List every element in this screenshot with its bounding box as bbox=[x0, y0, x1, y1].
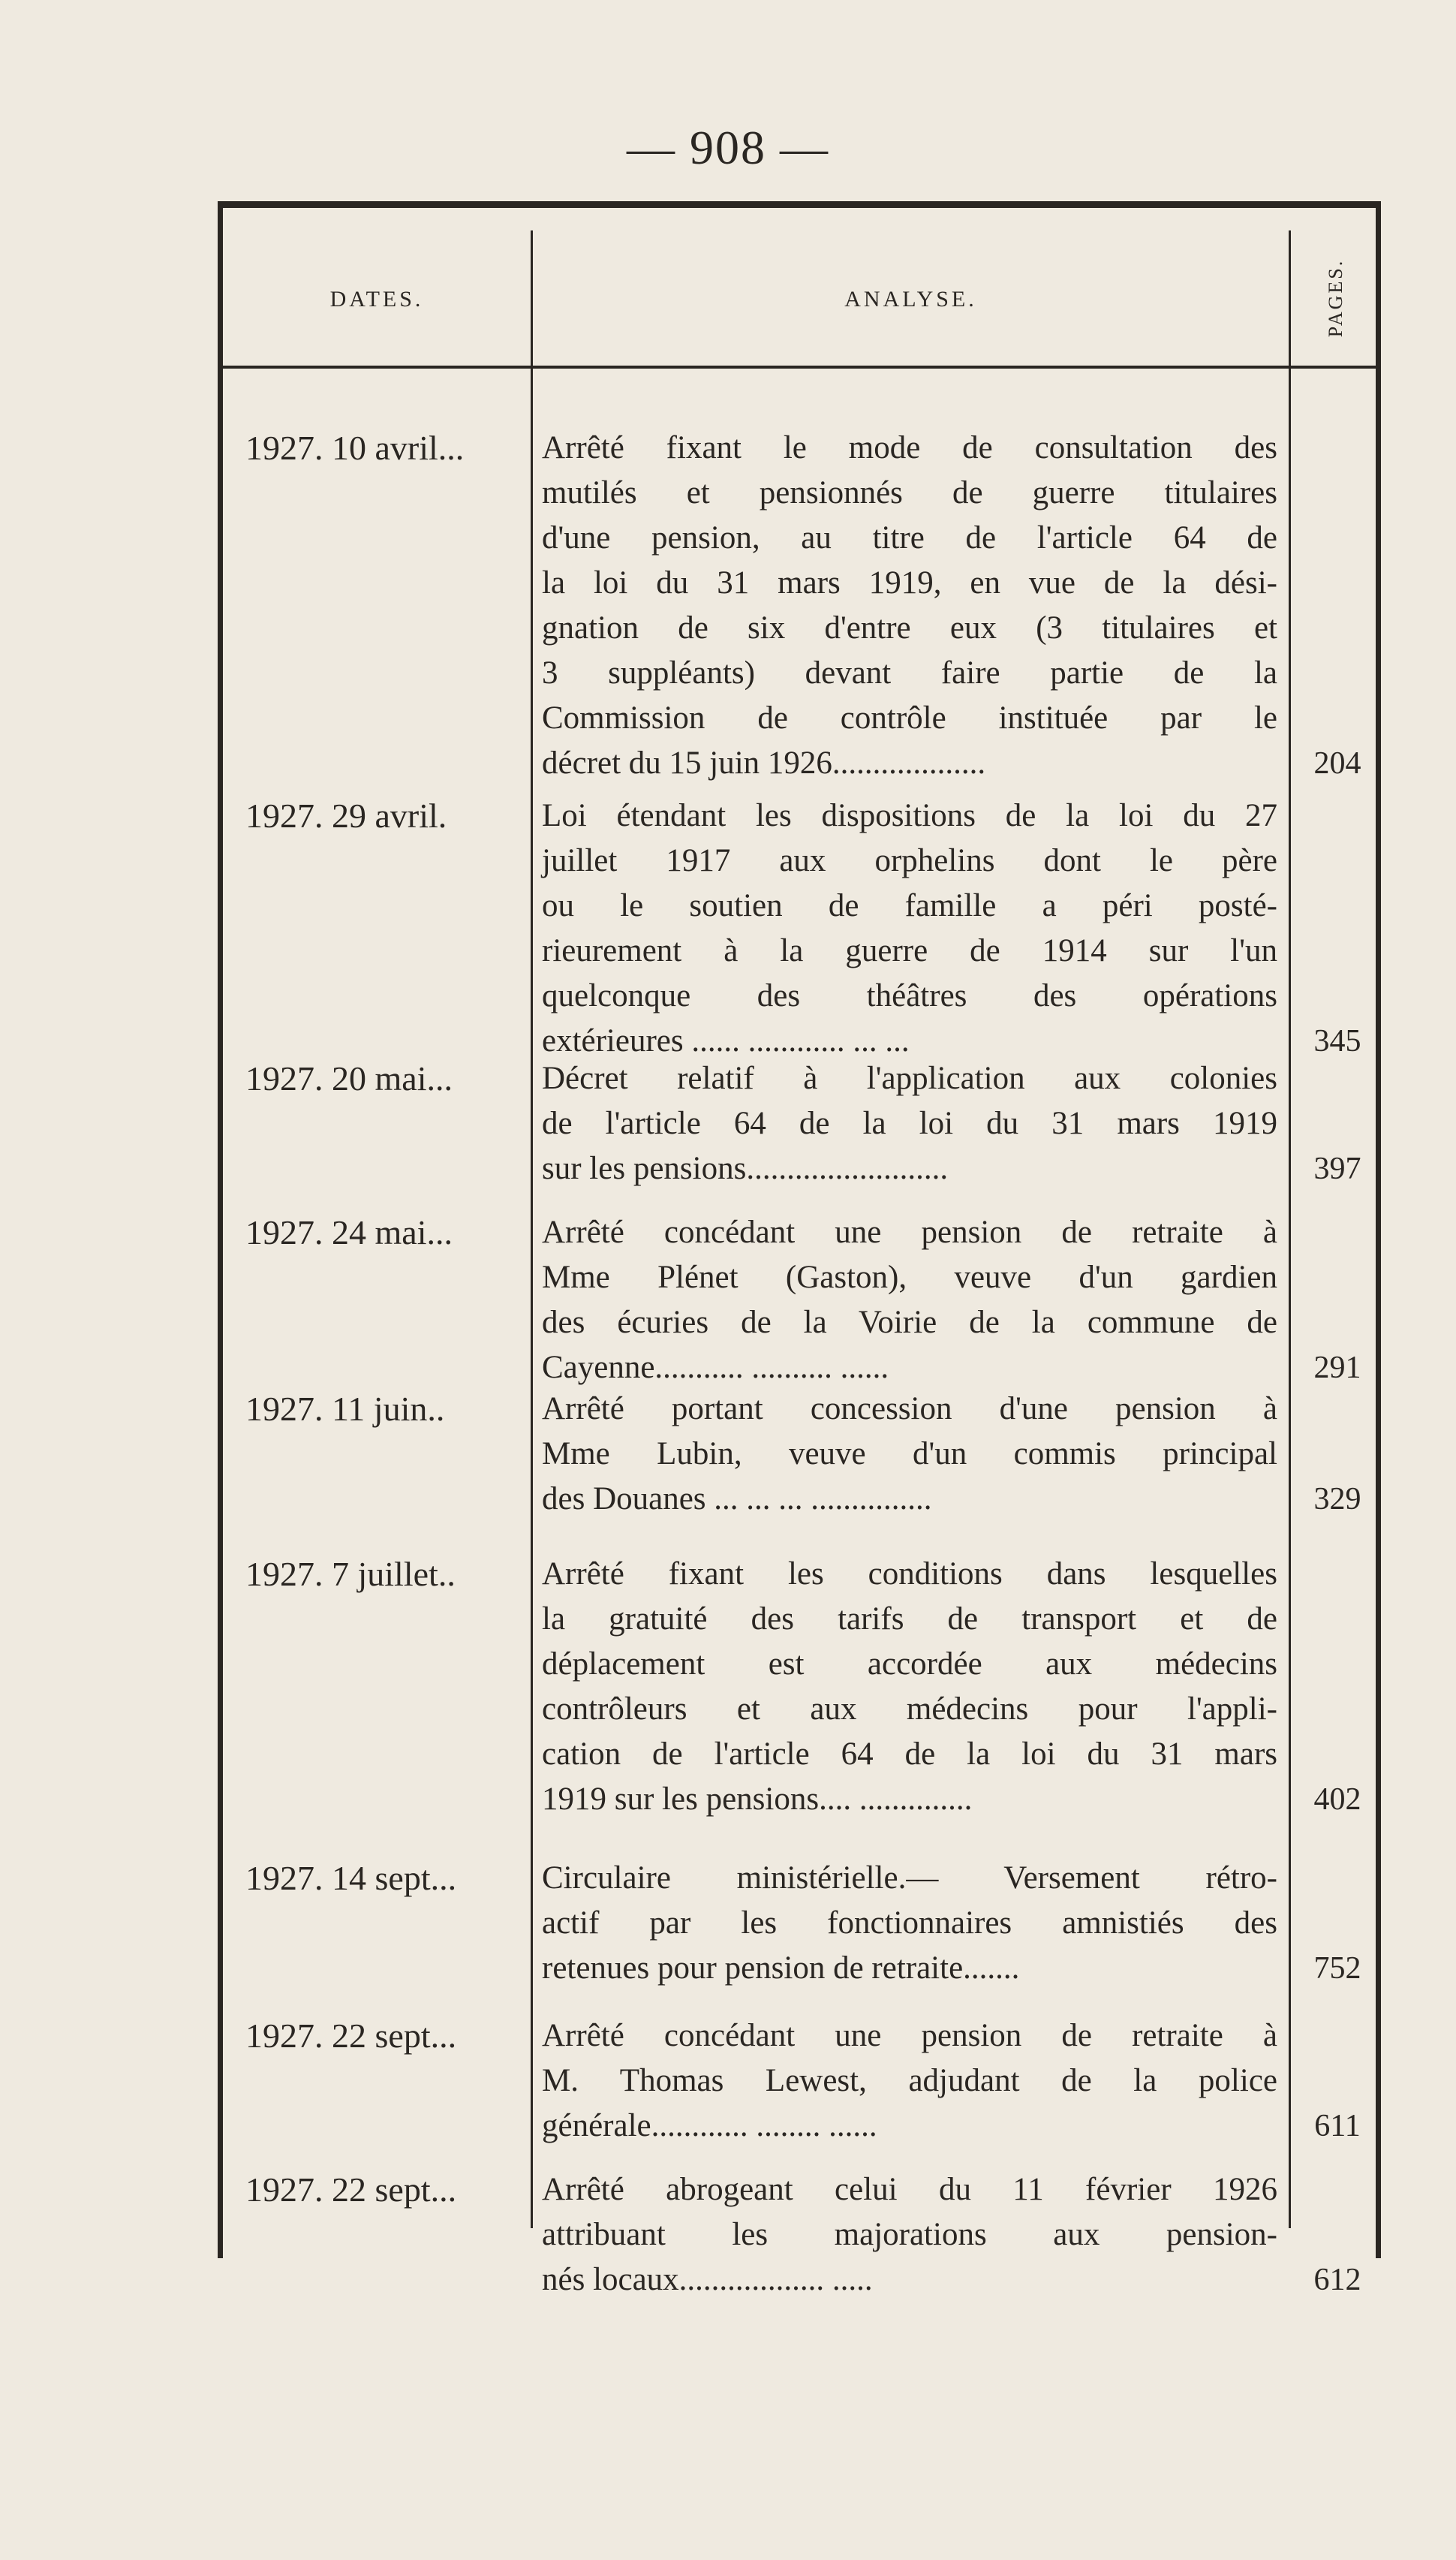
row-page: 611 bbox=[1314, 2109, 1361, 2143]
row-analysis bbox=[542, 1056, 1277, 1191]
analysis-line: d'une pension, au titre de l'article 64 de bbox=[542, 520, 1277, 556]
analysis-line: la gratuité des tarifs de transport et de bbox=[542, 1601, 1277, 1637]
analysis-line: déplacement est accordée aux médecins bbox=[542, 1646, 1277, 1682]
analysis-line: générale............ ........ ...... bbox=[542, 2108, 877, 2143]
row-date: 1927. 24 mai... bbox=[245, 1213, 453, 1251]
row-page: 402 bbox=[1313, 1782, 1361, 1817]
analysis-line: la loi du 31 mars 1919, en vue de la dési- bbox=[542, 565, 1277, 601]
row-page: 291 bbox=[1313, 1351, 1361, 1385]
row-analysis bbox=[542, 2167, 1277, 2302]
page-number: — 908 — bbox=[627, 121, 829, 174]
index-table bbox=[218, 201, 1381, 2297]
analysis-line: Arrêté fixant le mode de consultation des bbox=[542, 430, 1277, 465]
row-analysis bbox=[542, 2013, 1277, 2149]
row-date: 1927. 10 avril... bbox=[245, 429, 465, 467]
analysis-line: juillet 1917 aux orphelins dont le père bbox=[542, 843, 1277, 878]
row-analysis bbox=[542, 1856, 1277, 1991]
header-pages bbox=[1291, 238, 1381, 358]
analysis-line: quelconque des théâtres des opérations bbox=[542, 978, 1277, 1013]
analysis-line: contrôleurs et aux médecins pour l'appli- bbox=[542, 1691, 1277, 1727]
analysis-line: 3 suppléants) devant faire partie de la bbox=[542, 655, 1277, 691]
row-analysis bbox=[542, 1210, 1277, 1390]
analysis-line: de l'article 64 de la loi du 31 mars 1919 bbox=[542, 1106, 1277, 1141]
analysis-line: Circulaire ministérielle.— Versement rétro- bbox=[542, 1860, 1277, 1896]
row-date: 1927. 20 mai... bbox=[245, 1059, 453, 1098]
row-date: 1927. 11 juin.. bbox=[245, 1390, 445, 1428]
analysis-line: ou le soutien de famille a péri posté- bbox=[542, 888, 1277, 923]
row-date: 1927. 22 sept... bbox=[245, 2016, 457, 2055]
analysis-line: cation de l'article 64 de la loi du 31 mars bbox=[542, 1736, 1277, 1772]
row-analysis bbox=[542, 1387, 1277, 1522]
row-page: 612 bbox=[1313, 2263, 1361, 2297]
row-analysis bbox=[542, 426, 1277, 786]
analysis-line: Arrêté abrogeant celui du 11 février 1926 bbox=[542, 2172, 1277, 2207]
header-dates: DATES. bbox=[329, 287, 424, 312]
header-analyse: ANALYSE. bbox=[844, 287, 977, 312]
row-date: 1927. 14 sept... bbox=[245, 1859, 457, 1897]
analysis-line: mutilés et pensionnés de guerre titulaires bbox=[542, 475, 1277, 510]
row-page: 204 bbox=[1313, 746, 1361, 781]
analysis-line: nés locaux.................. ..... bbox=[542, 2262, 873, 2297]
analysis-line: actif par les fonctionnaires amnistiés des bbox=[542, 1905, 1277, 1941]
analysis-line: rieurement à la guerre de 1914 sur l'un bbox=[542, 933, 1277, 968]
row-date: 1927. 29 avril. bbox=[245, 797, 447, 835]
analysis-line: des écuries de la Voirie de la commune de bbox=[542, 1305, 1277, 1340]
analysis-line: gnation de six d'entre eux (3 titulaires et bbox=[542, 610, 1277, 646]
analysis-line: Loi étendant les dispositions de la loi du 27 bbox=[542, 798, 1277, 833]
analysis-line: Arrêté concédant une pension de retraite à bbox=[542, 2018, 1277, 2053]
analysis-line: Mme Plénet (Gaston), veuve d'un gardien bbox=[542, 1260, 1277, 1295]
analysis-line: Cayenne........... .......... ...... bbox=[542, 1350, 889, 1385]
analysis-line: retenues pour pension de retraite....... bbox=[542, 1950, 1020, 1986]
column-divider-dates bbox=[531, 230, 533, 2228]
analysis-line: Mme Lubin, veuve d'un commis principal bbox=[542, 1436, 1277, 1471]
row-page: 345 bbox=[1313, 1024, 1361, 1059]
row-page: 752 bbox=[1313, 1951, 1361, 1986]
row-page: 397 bbox=[1313, 1152, 1361, 1186]
analysis-line: décret du 15 juin 1926................... bbox=[542, 745, 986, 781]
analysis-line: Arrêté fixant les conditions dans lesquelles bbox=[542, 1556, 1277, 1592]
header-pages-label: PAGES. bbox=[1325, 258, 1346, 338]
analysis-line: sur les pensions......................... bbox=[542, 1151, 949, 1186]
analysis-line: extérieures ...... ............ ... ... bbox=[542, 1023, 910, 1059]
analysis-line: Décret relatif à l'application aux colonies bbox=[542, 1061, 1277, 1096]
row-date: 1927. 7 juillet.. bbox=[245, 1555, 456, 1593]
row-analysis bbox=[542, 1552, 1277, 1822]
analysis-line: 1919 sur les pensions.... .............. bbox=[542, 1781, 973, 1817]
analysis-line: attribuant les majorations aux pension- bbox=[542, 2217, 1277, 2252]
row-analysis bbox=[542, 794, 1277, 1064]
analysis-line: Arrêté portant concession d'une pension à bbox=[542, 1391, 1277, 1426]
row-date: 1927. 22 sept... bbox=[245, 2170, 457, 2209]
header-rule bbox=[223, 366, 1376, 369]
row-page: 329 bbox=[1313, 1482, 1361, 1516]
column-divider-pages bbox=[1289, 230, 1291, 2228]
analysis-line: Commission de contrôle instituée par le bbox=[542, 700, 1277, 736]
analysis-line: des Douanes ... ... ... ............... bbox=[542, 1481, 932, 1516]
analysis-line: Arrêté concédant une pension de retraite à bbox=[542, 1215, 1277, 1250]
analysis-line: M. Thomas Lewest, adjudant de la police bbox=[542, 2063, 1277, 2098]
